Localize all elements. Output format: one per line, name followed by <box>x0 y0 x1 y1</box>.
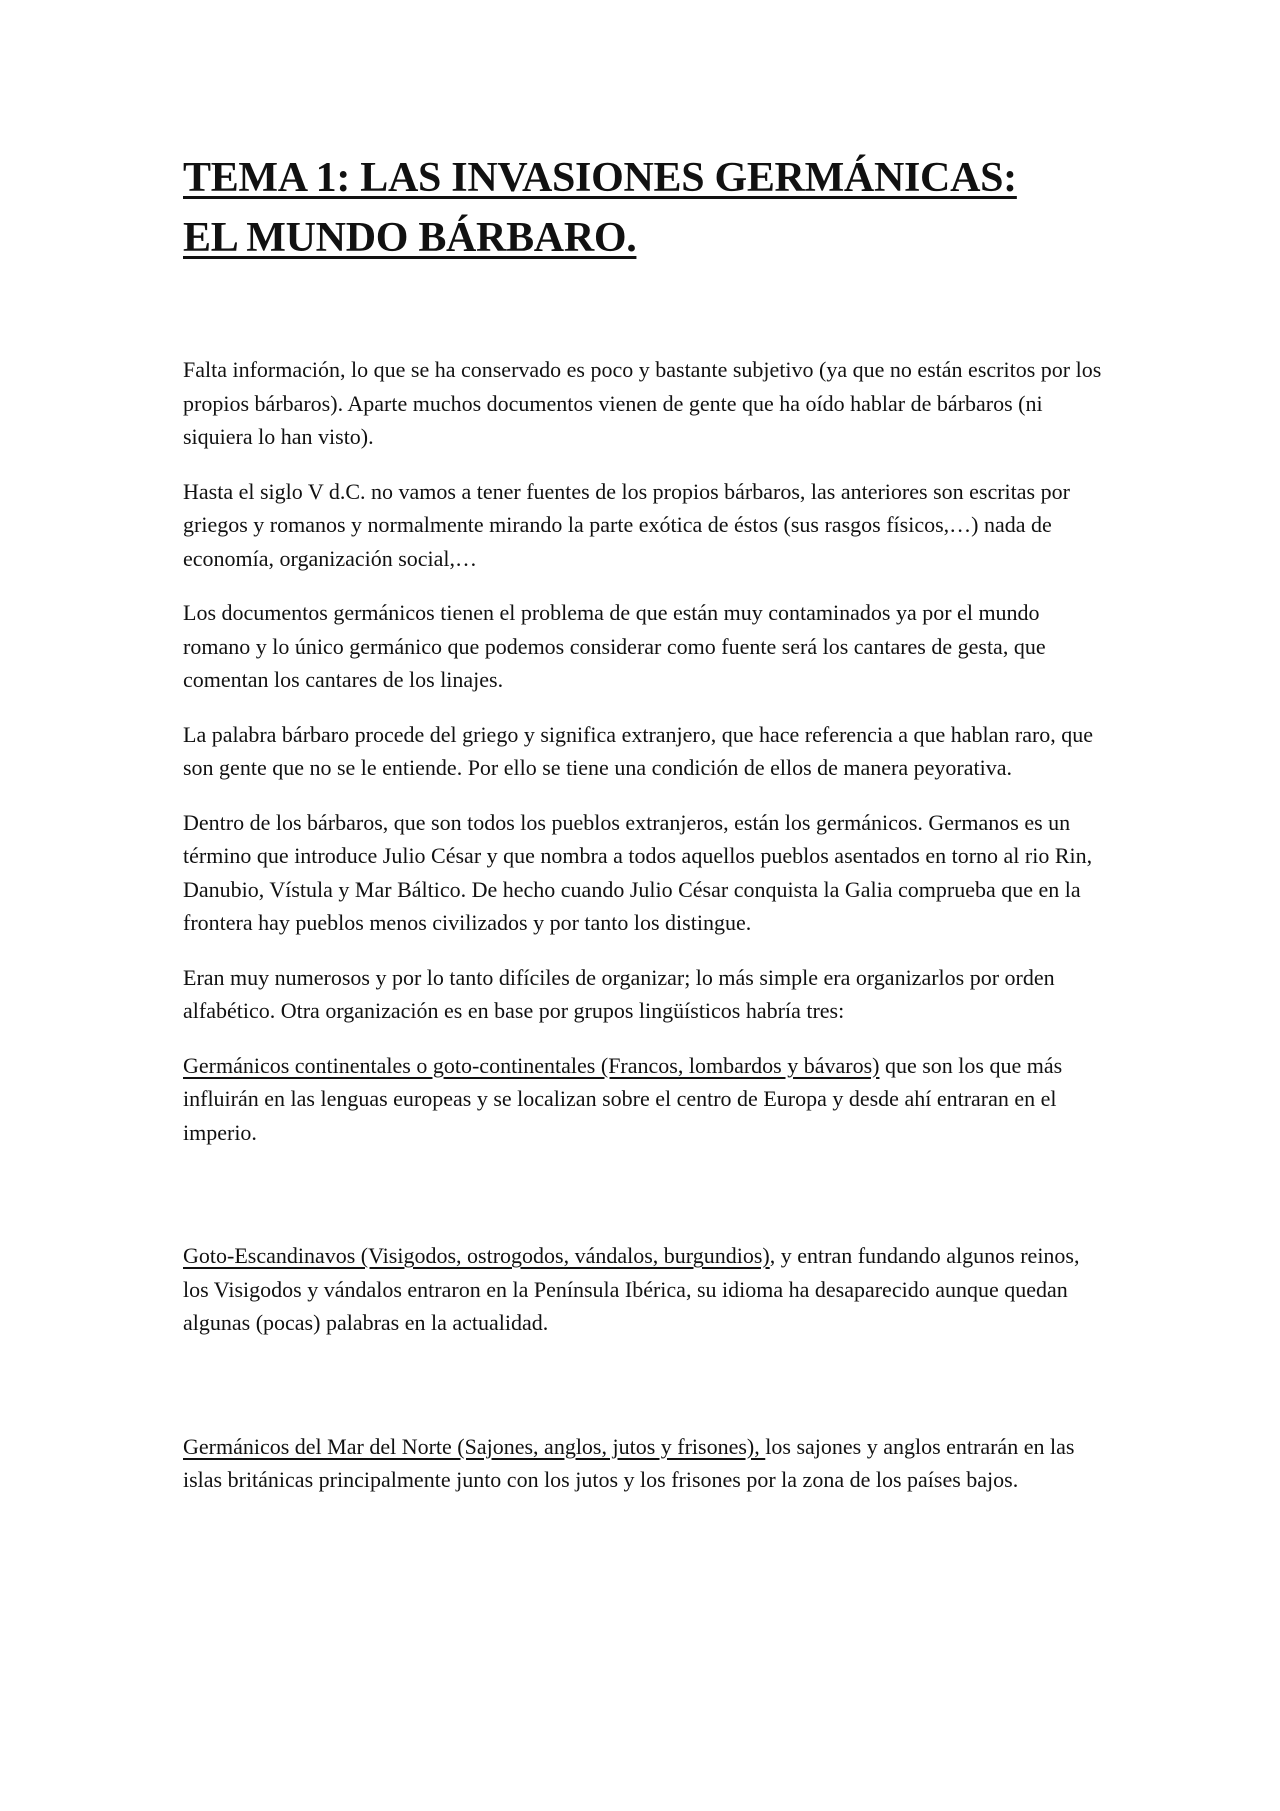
paragraph-sources: Falta información, lo que se ha conservado es poco y bastante subjetivo (ya que no están escritos por los propios bárbaros). Aparte muchos documentos vienen de gente que ha oído hablar de bárbaros (ni siquiera lo han visto). <box>183 357 1102 449</box>
paragraph-palabra-barbaro: La palabra bárbaro procede del griego y significa extranjero, que hace referencia a que hablan raro, que son gente que no se le entiende. Por ello se tiene una condición de ellos de manera peyorativa. <box>183 721 1094 780</box>
group-continentales <box>183 1049 1103 1150</box>
group-escandinavos <box>183 1239 1103 1340</box>
document-page <box>183 148 1103 1518</box>
document-title <box>183 148 1103 268</box>
spacer <box>183 1170 1103 1239</box>
document-body <box>183 353 1103 1497</box>
paragraph-organizacion: Eran muy numerosos y por lo tanto difíciles de organizar; lo más simple era organizarlos por orden alfabético. Otra organización es en base por grupos lingüísticos habría tres: <box>183 964 1055 1023</box>
title-line-1: TEMA 1: LAS INVASIONES GERMÁNICAS: <box>183 155 1017 201</box>
title-line-2: EL MUNDO BÁRBARO. <box>183 215 637 261</box>
spacer <box>183 1361 1103 1430</box>
group-heading-escandinavos: Goto-Escandinavos (Visigodos, ostrogodos, vándalos, burgundios) <box>183 1243 770 1268</box>
paragraph-germanos: Dentro de los bárbaros, que son todos los pueblos extranjeros, están los germánicos. Germanos es un término que introduce Julio César y que nombra a todos aquellos pueblos asentados en torno al rio Rin, Danubio, Vístula y Mar Báltico. De hecho cuando Julio César conquista la Galia comprueba que en la frontera hay pueblos menos civilizados y por tanto los distingue. <box>183 809 1093 935</box>
group-heading-mar-del-norte: Germánicos del Mar del Norte (Sajones, anglos, jutos y frisones), <box>183 1433 766 1459</box>
group-text-mar-del-norte: los sajones y anglos entrarán en las islas británicas principalmente junto con los jutos y los frisones por la zona de los países bajos. <box>183 1433 1075 1492</box>
group-mar-del-norte <box>183 1430 1103 1497</box>
group-heading-continentales: Germánicos continentales o goto-continentales (Francos, lombardos y bávaros) <box>183 1052 880 1078</box>
paragraph-documentos-germanicos: Los documentos germánicos tienen el problema de que están muy contaminados ya por el mundo romano y lo único germánico que podemos considerar como fuente será los cantares de gesta, que comentan los cantares de los linajes. <box>183 600 1046 692</box>
group-text-escandinavos: , y entran fundando algunos reinos, los Visigodos y vándalos entraron en la Península Ibérica, su idioma ha desaparecido aunque quedan algunas (pocas) palabras en la actualidad. <box>183 1243 1080 1335</box>
paragraph-siglo-v: Hasta el siglo V d.C. no vamos a tener fuentes de los propios bárbaros, las anteriores son escritas por griegos y romanos y normalmente mirando la parte exótica de éstos (sus rasgos físicos,…) nada de economía, organización social,… <box>183 478 1070 571</box>
group-text-continentales: que son los que más influirán en las lenguas europeas y se localizan sobre el centro de Europa y desde ahí entraran en el imperio. <box>183 1052 1063 1145</box>
